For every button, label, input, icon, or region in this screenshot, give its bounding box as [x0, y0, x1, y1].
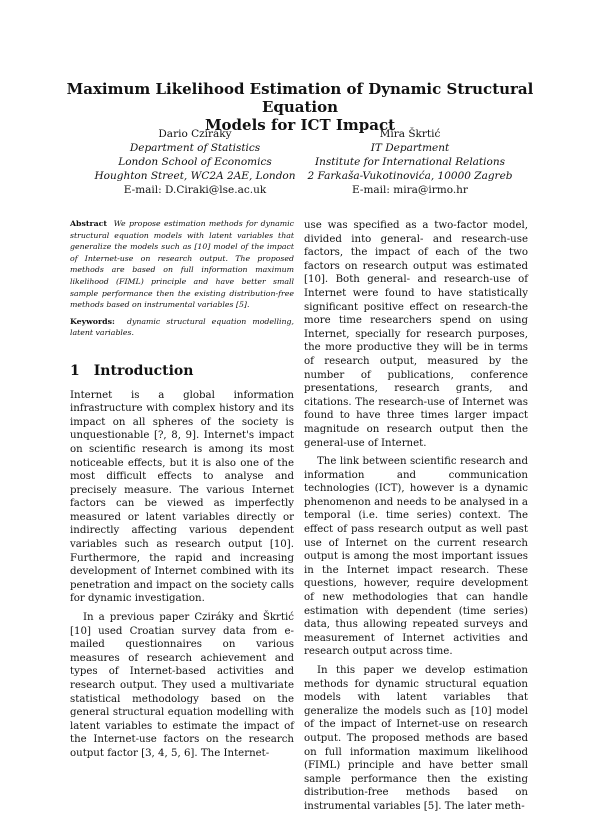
keywords	[70, 316, 294, 339]
right-column	[304, 219, 528, 819]
author-department: Department of Statistics	[129, 142, 261, 154]
section-title: Introduction	[93, 362, 194, 379]
author-address: Houghton Street, WC2A 2AE, London	[94, 170, 296, 182]
author-name: Dario Cziráky	[158, 128, 232, 140]
author-institution: Institute for International Relations	[315, 156, 505, 168]
title-line-2: Models for ICT Impact	[204, 116, 396, 134]
abstract-text: We propose estimation methods for dynamic structural equation models with latent variables that generalize the models such as [10] model of the impact of Internet-use on research output. The proposed methods are based on full information maximum likelihood (FIML) principle and have better small sample performance then the existing distribution-free methods based on instrumental variables [5].	[70, 219, 294, 310]
title-line-1: Maximum Likelihood Estimation of Dynamic Structural Equation	[66, 80, 534, 116]
intro-paragraph-2: In a previous paper Cziráky and Škrtić [10] used Croatian survey data from e-mailed questionnaires on various measures of research achievement and types of Internet-based activities and research output. They used a multivariate statistical methodology based on the general structural equation modelling with latent variables to estimate the impact of the Internet-use factors on the research output factor [3, 4, 5, 6]. The Internet-	[70, 612, 294, 759]
keywords-text: dynamic structural equation modelling, latent variables.	[70, 316, 294, 338]
right-paragraph-2: The link between scientific research and information and communication technologies (ICT), however is a dynamic phenomenon and needs to be analysed in a temporal (i.e. time series) context. The effect of pass research output as well past use of Internet on the current research output is among the most important issues in the Internet impact research. These questions, however, require development of new methodologies that can handle estimation with dependent (time series) data, thus allowing repeated surveys and measurement of Internet activities and research output across time.	[304, 456, 528, 658]
left-column	[70, 218, 294, 766]
author-email: E-mail: D.Ciraki@lse.ac.uk	[123, 184, 267, 196]
abstract-label: Abstract	[70, 219, 108, 228]
author-name: Mira Škrtić	[379, 128, 441, 140]
abstract	[70, 218, 294, 311]
author-email: E-mail: mira@irmo.hr	[352, 184, 468, 196]
section-heading	[70, 362, 294, 379]
author-institution: London School of Economics	[118, 156, 272, 168]
author-block-2	[295, 127, 525, 197]
author-block-1	[80, 127, 310, 197]
author-department: IT Department	[370, 142, 450, 154]
paper-title	[40, 80, 560, 134]
right-paragraph-3: In this paper we develop estimation methods for dynamic structural equation models with latent variables that generalize the models such as [10] model of the impact of Internet-use on research output. The proposed methods are based on full information maximum likelihood (FIML) principle and have better small sample performance then the existing distribution-free methods based on instrumental variables [5]. The later meth-	[304, 665, 528, 812]
section-number: 1	[70, 362, 80, 379]
intro-paragraph-1: Internet is a global information infrastructure with complex history and its impact on all spheres of the society is unquestionable [?, 8, 9]. Internet's impact on scientific research is among its most noticeable effects, but it is also one of the most difficult effects to analyse and precisely measure. The various Internet factors can be viewed as imperfectly measured or latent variables directly or indirectly affecting various dependent variables such as research output [10]. Furthermore, the rapid and increasing development of Internet combined with its penetration and impact on the society calls for dynamic investigation.	[70, 389, 294, 605]
author-address: 2 Farkaša-Vukotinovića, 10000 Zagreb	[307, 170, 513, 182]
right-paragraph-1: use was specified as a two-factor model, divided into general- and research-use factors, the impact of each of the two factors on research output was estimated [10]. Both general- and research-use of Internet were found to have statistically significant positive effect on research-the more time researchers spend on using Internet, specially for research purposes, the more productive they will be in terms of research output, measured by the number of publications, conference presentations, research grants, and citations. The research-use of Internet was found to have three times larger impact magnitude on research output then the general-use of Internet.	[304, 220, 528, 449]
keywords-label: Keywords:	[70, 316, 115, 326]
